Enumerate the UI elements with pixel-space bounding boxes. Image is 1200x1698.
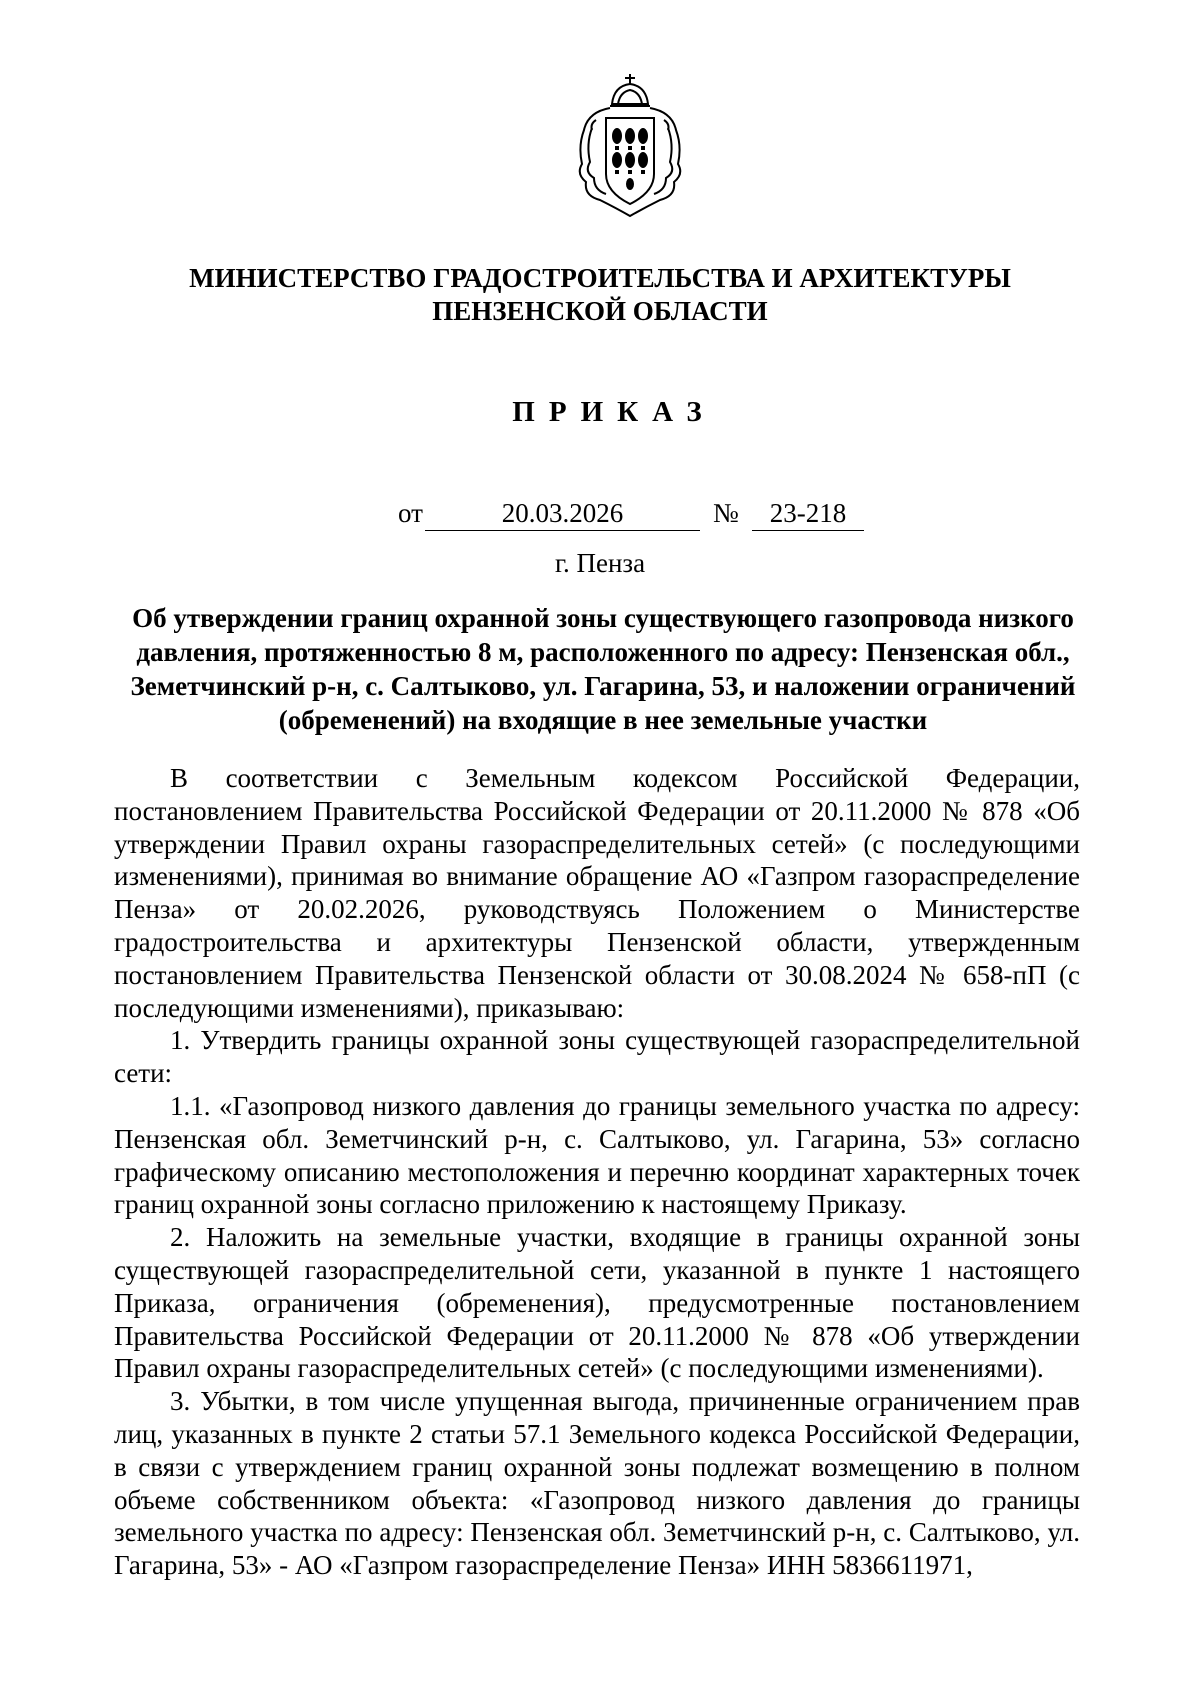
order-body: [114, 762, 1080, 1582]
coat-of-arms-emblem-icon: [570, 72, 690, 220]
order-title: ПРИКАЗ: [512, 396, 716, 428]
number-sign: №: [713, 498, 739, 528]
body-paragraph-item-1: 1. Утвердить границы охранной зоны существующей газораспределительной сети:: [114, 1025, 1080, 1089]
body-paragraph-item-2: 2. Наложить на земельные участки, входящие в границы охранной зоны существующей газораспределительной сети, указанной в пункте 1 настоящего Приказа, ограничения (обременения), предусмотренные постановлением Правительства Российской Федерации от 20.11.2000 № 878 «Об утверждении Правил охраны газораспределительных сетей» (с последующими изменениями).: [114, 1222, 1080, 1384]
ministry-name-line2: ПЕНЗЕНСКОЙ ОБЛАСТИ: [432, 296, 768, 326]
city: г. Пенза: [554, 548, 646, 578]
order-date: 20.03.2026: [425, 496, 700, 531]
date-prefix: от: [398, 498, 423, 528]
ministry-name-line1: МИНИСТЕРСТВО ГРАДОСТРОИТЕЛЬСТВА И АРХИТЕКТУРЫ: [189, 263, 1011, 293]
date-number-line: [380, 496, 900, 532]
order-number: 23-218: [752, 496, 864, 531]
ministry-header: [120, 262, 1080, 328]
body-paragraph-item-3: 3. Убытки, в том числе упущенная выгода, причиненные ограничением прав лиц, указанных в пункте 2 статьи 57.1 Земельного кодекса Российской Федерации, в связи с утверждением границ охранной зоны подлежат возмещению в полном объеме собственником объекта: «Газопровод низкого давления до границы земельного участка по адресу: Пензенская обл. Земетчинский р-н, с. Салтыково, ул. Гагарина, 53» - АО «Газпром газораспределение Пенза» ИНН 5836611971,: [114, 1386, 1080, 1581]
body-paragraph-item-1-1: 1.1. «Газопровод низкого давления до границы земельного участка по адресу: Пензенская обл. Земетчинский р-н, с. Салтыково, ул. Гагарина, 53» согласно графическому описанию местоположения и перечню координат характерных точек границ охранной зоны согласно приложению к настоящему Приказу.: [114, 1090, 1080, 1220]
order-subject: Об утверждении границ охранной зоны существующего газопровода низкого давления, протяженностью 8 м, расположенного по адресу: Пензенская обл., Земетчинский р-н, с. Салтыково, ул. Гагарина, 53, и наложении ограничений (обременений) на входящие в нее земельные участки: [130, 603, 1076, 735]
body-paragraph-preamble: В соответствии с Земельным кодексом Российской Федерации, постановлением Правительства Российской Федерации от 20.11.2000 № 878 «Об утверждении Правил охраны газораспределительных сетей» (с последующими изменениями), принимая во внимание обращение АО «Газпром газораспределение Пенза» от 20.02.2026, руководствуясь Положением о Министерстве градостроительства и архитектуры Пензенской области, утвержденным постановлением Правительства Пензенской области от 30.08.2024 № 658-пП (с последующими изменениями), приказываю:: [114, 763, 1080, 1023]
